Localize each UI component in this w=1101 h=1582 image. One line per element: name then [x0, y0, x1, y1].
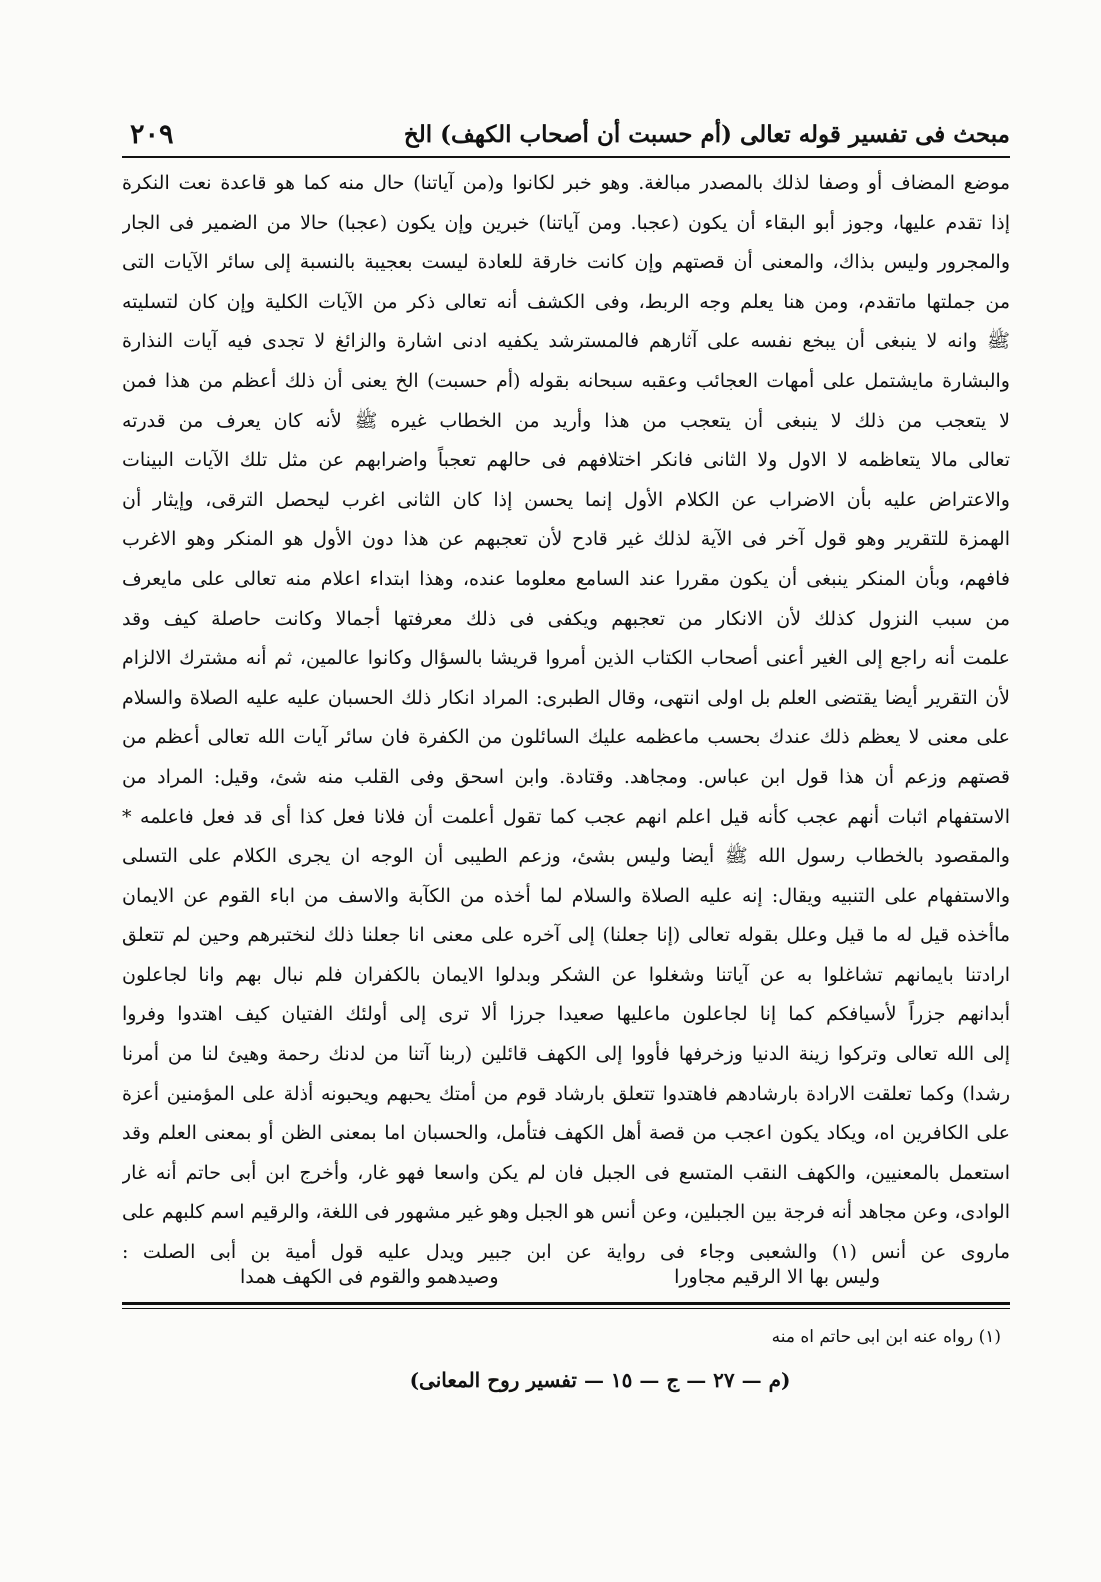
text-line: إلى الله تعالى وتركوا زينة الدنيا وزخرفها فأووا إلى الكهف قائلين (ربنا آتنا من لدنك رحمة وهيئ لنا من أمرنا: [122, 1043, 1010, 1066]
text-line: موضع المضاف أو وصفا لذلك بالمصدر مبالغة. وهو خبر لكانوا و(من آياتنا) حال منه كما هو قاعدة نعت النكرة: [122, 172, 1010, 194]
text-line: الاستفهام اثبات أنهم عجب كأنه قيل اعلم انهم عجب كما تقول أعلمت أن فلانا فعل كذا أى قد فعل فاعلمه *: [122, 805, 1010, 828]
text-line: فافهم، وبأن المنكر ينبغى أن يكون مقررا عند السامع معلوما عنده، وهذا ابتداء اعلام منه تعالى على مايعرف: [122, 567, 1010, 590]
text-line: رشدا) وكما تعلقت الارادة بارشادهم فاهتدوا تتعلق بارشاد قوم من أمتك يحبهم ويحبونه أذلة على المؤمنين أعزة: [122, 1082, 1010, 1105]
verse-second-hemistich: وصيدهمو والقوم فى الكهف همدا: [240, 1266, 499, 1288]
text-line: علمت أنه راجع إلى الغير أعنى أصحاب الكتاب الذين أمروا قريشا بالسؤال وكانوا عالمين، ثم أنه مشترك الالزام: [122, 647, 1010, 670]
text-line: الوادى، وعن مجاهد أنه فرجة بين الجبلين، وعن أنس هو الجبل وهو غير مشهور فى اللغة، والرقيم اسم كلبهم على: [122, 1201, 1010, 1224]
text-line: ماروى عن أنس (١) والشعبى وجاء فى رواية عن ابن جبير ويدل عليه قول أمية بن أبى الصلت :: [122, 1241, 1010, 1264]
text-line: والاستفهام على التنبيه ويقال: إنه عليه الصلاة والسلام لما أخذه من الكآبة والاسف من اباء القوم عن الايمان: [122, 884, 1010, 907]
text-line: والمقصود بالخطاب رسول الله ﷺ أيضا وليس بشئ، وزعم الطيبى أن الوجه ان يجرى الكلام على التسلى: [122, 845, 1010, 868]
text-line: على معنى لا يعظم ذلك عندك بحسب ماعظمه عليك السائلون من الكفرة فان سائر آيات الله تعالى أعظم من: [122, 726, 1010, 749]
running-title: مبحث فى تفسير قوله تعالى (أم حسبت أن أصحاب الكهف) الخ: [403, 120, 1010, 148]
text-line: لا يتعجب من ذلك لا ينبغى أن يتعجب من هذا وأريد من الخطاب غيره ﷺ لأنه كان يعرف من قدرته: [122, 409, 1010, 432]
text-line: أبدانهم جزراً لأسيافكم كما إنا لجاعلون ماعليها صعيدا جرزا ألا ترى إلى أولئك الفتيان كيف اهتدوا وفروا: [122, 1003, 1010, 1026]
text-line: والمجرور وليس بذاك، والمعنى أن قصتهم وإن كانت خارقة للعادة ليست بعجيبة بالنسبة إلى سائر الآيات التى: [122, 251, 1010, 274]
body-text: [122, 164, 1010, 1273]
footnote: (١) رواه عنه ابن ابى حاتم اه منه: [771, 1327, 1001, 1347]
footnote-rule: [122, 1302, 1010, 1305]
header-rule: [122, 156, 1010, 158]
page-header: [122, 112, 1010, 156]
text-line: تعالى مالا يتعاظمه لا الاول ولا الثانى فانكر اختلافهم فى حالهم تعجباً واضرابهم عن مثل تلك الآيات البينات: [122, 449, 1010, 472]
text-line: والاعتراض عليه بأن الاضراب عن الكلام الأول إنما يحسن إذا كان الثانى اغرب ليحصل الترقى، وإيثار أن: [122, 488, 1010, 511]
poetry-verse: [240, 1258, 880, 1296]
text-line: من جملتها ماتقدم، ومن هنا يعلم وجه الربط، وفى الكشف أنه تعالى ذكر من الآيات الكلية وإن كان لتسليته: [122, 290, 1010, 313]
text-line: على الكافرين اه، ويكاد يكون اعجب من قصة أهل الكهف فتأمل، والحسبان اما بمعنى الظن أو بمعنى العلم وقد: [122, 1122, 1010, 1145]
text-line: الهمزة للتقرير وهو قول آخر فى الآية لذلك غير قادح لأن تعجبهم عن هذا دون الأول هو المنكر وهو الاغرب: [122, 528, 1010, 551]
print-signature: (م — ٢٧ — ج — ١٥ — تفسير روح المعانى): [409, 1368, 791, 1392]
text-line: إذا تقدم عليها، وجوز أبو البقاء أن يكون (عجبا. ومن آياتنا) خبرين وإن يكون (عجبا) حالا من الضمير فى الجار: [122, 211, 1010, 234]
text-line: ﷺ وانه لا ينبغى أن يبخع نفسه على آثارهم فالمسترشد يكفيه ادنى اشارة والزائغ لا تجدى فيه آيات النذارة: [122, 330, 1010, 353]
footnote-rule-thin: [122, 1308, 1010, 1309]
text-line: ارادتنا بايمانهم تشاغلوا به عن آياتنا وشغلوا عن الشكر وبدلوا الايمان بالكفران فلم نبال بهم وانا لجاعلون: [122, 963, 1010, 986]
text-line: لأن التقرير أيضا يقتضى العلم بل اولى انتهى، وقال الطبرى: المراد انكار ذلك الحسبان عليه عليه الصلاة والسلام: [122, 686, 1010, 709]
verse-first-hemistich: وليس بها الا الرقيم مجاورا: [674, 1266, 880, 1288]
text-line: ماأخذه قيل له ما قيل وعلل بقوله تعالى (إنا جعلنا) إلى آخره على معنى انا جعلنا ذلك لنختبرهم وحين لم تتعلق: [122, 924, 1010, 947]
text-line: استعمل بالمعنيين، والكهف النقب المتسع فى الجبل فان لم يكن واسعا فهو غار، وأخرج ابن أبى حاتم أنه غار: [122, 1161, 1010, 1184]
page-number: ٢٠٩: [130, 118, 174, 150]
text-line: والبشارة مايشتمل على أمهات العجائب وعقبه سبحانه بقوله (أم حسبت) الخ يعنى أن ذلك أعظم من هذا فمن: [122, 369, 1010, 392]
text-line: قصتهم وزعم أن هذا قول ابن عباس. ومجاهد. وقتادة. وابن اسحق وفى القلب منه شئ، وقيل: المراد من: [122, 765, 1010, 788]
text-line: من سبب النزول كذلك لأن الانكار من تعجبهم ويكفى فى ذلك معرفتها أجمالا وكانت حاصلة كيف وقد: [122, 607, 1010, 630]
